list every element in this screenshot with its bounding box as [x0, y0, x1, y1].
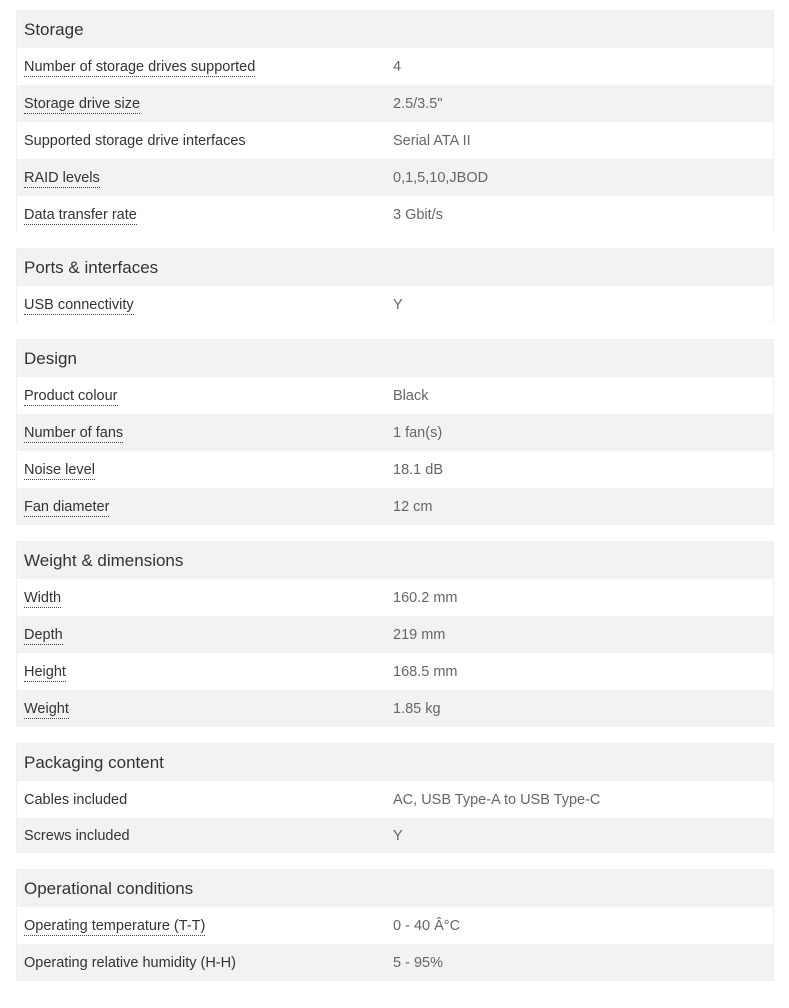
spec-value: 1 fan(s)	[393, 424, 443, 441]
spec-value: 1.85 kg	[393, 700, 441, 717]
spec-label: Operating relative humidity (H-H)	[24, 954, 236, 971]
spec-value: Y	[393, 296, 403, 313]
spec-value: 3 Gbit/s	[393, 206, 443, 223]
spec-label-cell	[17, 590, 393, 606]
section-title: Ports & interfaces	[17, 249, 773, 286]
spec-label-cell	[17, 170, 393, 186]
spec-row	[17, 48, 773, 85]
spec-label[interactable]: Data transfer rate	[24, 206, 137, 223]
section-design	[16, 339, 774, 525]
spec-label[interactable]: Height	[24, 663, 66, 680]
spec-label[interactable]: Operating temperature (T-T)	[24, 917, 206, 934]
spec-value: Y	[393, 827, 403, 844]
section-title: Storage	[17, 11, 773, 48]
spec-value: 18.1 dB	[393, 461, 443, 478]
spec-row	[17, 907, 773, 944]
spec-value: 4	[393, 58, 402, 75]
spec-sheet	[16, 10, 774, 997]
spec-label[interactable]: Fan diameter	[24, 498, 110, 515]
spec-row	[17, 122, 773, 159]
spec-label[interactable]: Depth	[24, 626, 63, 643]
section-title: Design	[17, 340, 773, 377]
spec-label-cell	[17, 918, 393, 934]
spec-label[interactable]: Noise level	[24, 461, 95, 478]
spec-row	[17, 818, 773, 853]
spec-label: Supported storage drive interfaces	[24, 132, 246, 149]
spec-row	[17, 85, 773, 122]
spec-label-cell	[17, 955, 393, 971]
spec-value: AC, USB Type-A to USB Type-C	[393, 791, 601, 808]
spec-row	[17, 286, 773, 323]
spec-label-cell	[17, 59, 393, 75]
spec-value: 160.2 mm	[393, 589, 458, 606]
spec-row	[17, 377, 773, 414]
section-weight-dimensions	[16, 541, 774, 727]
spec-label-cell	[17, 462, 393, 478]
section-storage	[16, 10, 774, 232]
spec-value: 2.5/3.5"	[393, 95, 443, 112]
section-title: Weight & dimensions	[17, 542, 773, 579]
spec-row	[17, 944, 773, 981]
spec-row	[17, 488, 773, 525]
spec-value: Black	[393, 387, 429, 404]
section-packaging-content	[16, 743, 774, 853]
section-title: Packaging content	[17, 744, 773, 781]
spec-label-cell	[17, 828, 393, 844]
spec-label[interactable]: Storage drive size	[24, 95, 141, 112]
spec-value: 5 - 95%	[393, 954, 443, 971]
section-operational-conditions	[16, 869, 774, 981]
spec-label[interactable]: RAID levels	[24, 169, 100, 186]
spec-label[interactable]: Width	[24, 589, 62, 606]
spec-row	[17, 616, 773, 653]
spec-row	[17, 653, 773, 690]
spec-label-cell	[17, 664, 393, 680]
spec-row	[17, 414, 773, 451]
spec-label-cell	[17, 701, 393, 717]
spec-label-cell	[17, 133, 393, 149]
spec-label-cell	[17, 96, 393, 112]
spec-label-cell	[17, 792, 393, 808]
spec-label[interactable]: USB connectivity	[24, 296, 134, 313]
spec-label-cell	[17, 388, 393, 404]
spec-row	[17, 690, 773, 727]
spec-value: 0,1,5,10,JBOD	[393, 169, 489, 186]
section-ports-interfaces	[16, 248, 774, 323]
spec-value: 12 cm	[393, 498, 433, 515]
spec-label[interactable]: Weight	[24, 700, 69, 717]
spec-label-cell	[17, 207, 393, 223]
spec-row	[17, 781, 773, 818]
spec-row	[17, 579, 773, 616]
spec-row	[17, 159, 773, 196]
spec-value: 168.5 mm	[393, 663, 458, 680]
spec-row	[17, 451, 773, 488]
spec-label-cell	[17, 297, 393, 313]
section-title: Operational conditions	[17, 870, 773, 907]
spec-value: 219 mm	[393, 626, 446, 643]
spec-label[interactable]: Product colour	[24, 387, 118, 404]
spec-row	[17, 196, 773, 233]
spec-label-cell	[17, 499, 393, 515]
spec-label: Screws included	[24, 827, 130, 844]
spec-value: Serial ATA II	[393, 132, 471, 149]
spec-label[interactable]: Number of fans	[24, 424, 124, 441]
spec-label-cell	[17, 425, 393, 441]
spec-label[interactable]: Number of storage drives supported	[24, 58, 256, 75]
spec-value: 0 - 40 Â°C	[393, 917, 461, 934]
spec-label: Cables included	[24, 791, 128, 808]
spec-label-cell	[17, 627, 393, 643]
